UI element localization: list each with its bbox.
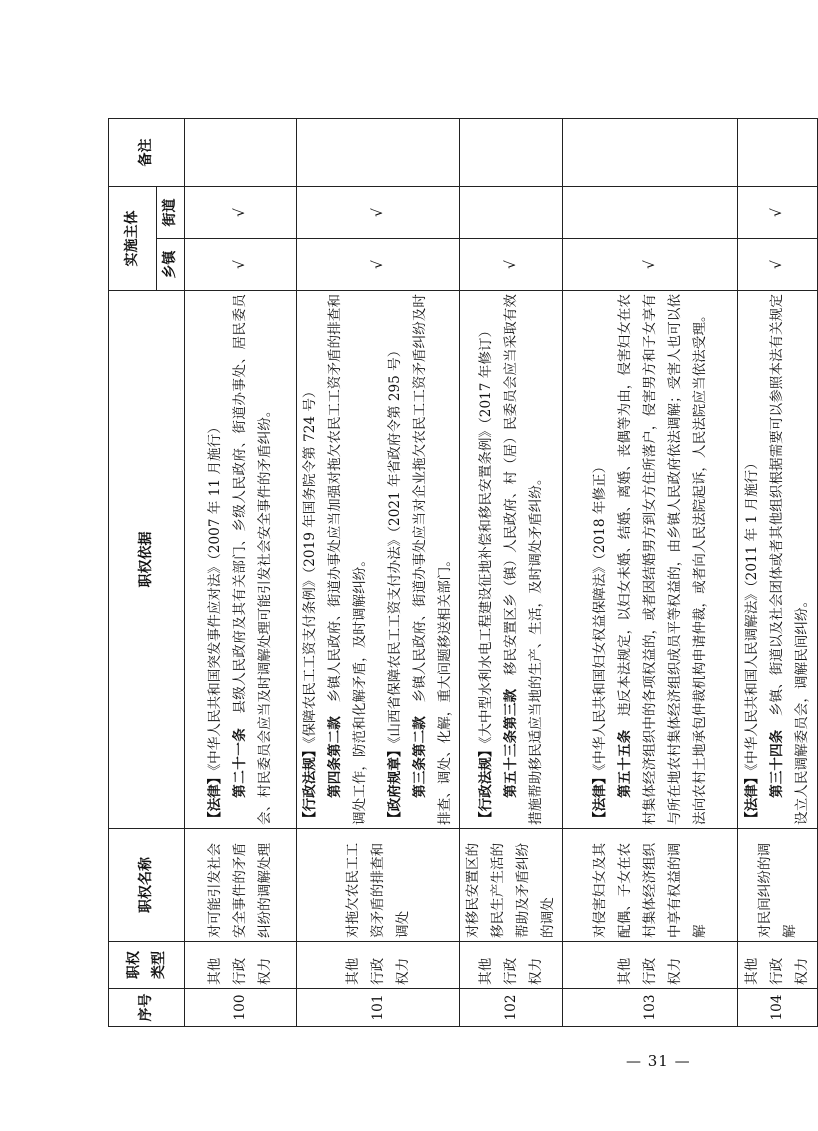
header-remark: 备注 — [109, 119, 185, 187]
basis-tag: 【法律】 — [744, 770, 760, 825]
authority-table — [108, 118, 818, 1027]
street-check — [563, 187, 738, 239]
article-number: 第三条第二款 — [412, 716, 428, 798]
row-name: 对可能引发社会安全事件的矛盾纠纷的调解处理 — [185, 829, 297, 942]
basis-text: 违反本法规定，以妇女未婚、结婚、离婚、丧偶等为由，侵害妇女在农村集体经济组织中的各项权益的，或者因结婚男方到女方住所落户，侵害男方和子女享有与所在地农村集体经济组织成员平等权益的，由乡镇人民政府依法调解；受害人也可以依法向农村土地承包仲裁机构申请仲裁，或者向人民法院起诉，人民法院应当依法受理。 — [616, 293, 708, 825]
row-type: 其他行政权力 — [185, 942, 297, 989]
basis-source — [383, 294, 408, 825]
basis-article — [408, 294, 458, 825]
header-type: 职权类型 — [109, 942, 185, 989]
header-street: 街道 — [157, 187, 185, 239]
table-body — [185, 119, 818, 1027]
table-row — [460, 119, 563, 1027]
article-number: 第三十四条 — [769, 729, 785, 798]
town-check: √ — [738, 239, 818, 291]
basis-article — [228, 294, 278, 825]
basis-text: 县级人民政府及其有关部门、乡级人民政府、街道办事处、居民委员会、村民委员会应当及时调解处理可能引发社会安全事件的矛盾纠纷。 — [232, 294, 273, 825]
row-type: 其他行政权力 — [460, 942, 563, 989]
basis-tag: 【政府规章】 — [387, 743, 403, 825]
article-number: 第五十五条 — [616, 729, 633, 798]
basis-article — [323, 294, 373, 825]
town-check: √ — [297, 239, 460, 291]
town-check: √ — [185, 239, 297, 291]
basis-article — [765, 294, 815, 825]
row-remark — [185, 119, 297, 187]
basis-article — [499, 294, 549, 825]
street-check: √ — [297, 187, 460, 239]
header-basis: 职权依据 — [109, 291, 185, 829]
page-number: — 31 — — [626, 1052, 691, 1070]
street-check: √ — [738, 187, 818, 239]
basis-text: 《中华人民共和国妇女权益保障法》（2018 年修正） — [591, 459, 608, 771]
basis-source — [474, 294, 499, 825]
row-seq: 104 — [738, 989, 818, 1027]
row-seq: 100 — [185, 989, 297, 1027]
basis-article — [613, 294, 713, 825]
table-row — [185, 119, 297, 1027]
table-row — [738, 119, 818, 1027]
row-seq: 103 — [563, 989, 738, 1027]
row-basis — [460, 291, 563, 829]
header-seq: 序号 — [109, 989, 185, 1027]
basis-tag: 【法律】 — [591, 770, 608, 825]
row-seq: 101 — [297, 989, 460, 1027]
basis-source — [298, 294, 323, 825]
basis-tag: 【行政法规】 — [302, 743, 318, 825]
basis-text: 《大中型水利水电工程建设征地补偿和移民安置条例》（2017 年修订） — [477, 323, 494, 744]
street-check — [460, 187, 563, 239]
town-check: √ — [563, 239, 738, 291]
row-name: 对拖欠农民工工资矛盾的排查和调处 — [297, 829, 460, 942]
basis-text: 《中华人民共和国人民调解法》（2011 年 1 月施行） — [744, 456, 760, 771]
row-name: 对移民安置区的移民生产生活的帮助及矛盾纠纷的调处 — [460, 829, 563, 942]
basis-tag: 【法律】 — [207, 770, 223, 825]
row-remark — [563, 119, 738, 187]
basis-text: 乡镇、街道以及社会团体或者其他组织根据需要可以参照本法有关规定设立人民调解委员会，调解民间纠纷。 — [769, 293, 810, 825]
row-name: 对侵害妇女及其配偶、子女在农村集体经济组织中享有权益的调解 — [563, 829, 738, 942]
basis-text: 《中华人民共和国突发事件应对法》（2007 年 11 月施行） — [207, 420, 223, 771]
row-basis — [185, 291, 297, 829]
row-name: 对民间纠纷的调解 — [738, 829, 818, 942]
row-remark — [297, 119, 460, 187]
town-check: √ — [460, 239, 563, 291]
basis-text: 乡镇人民政府、街道办事处应当对企业拖欠农民工工资矛盾纠纷及时排查、调处、化解，重大问题移送相关部门。 — [412, 294, 453, 825]
basis-text: 移民安置区乡（镇）人民政府、村（居）民委员会应当采取有效措施帮助移民适应当地的生产、生活，及时调处矛盾纠纷。 — [502, 294, 544, 825]
row-type: 其他行政权力 — [297, 942, 460, 989]
row-remark — [738, 119, 818, 187]
article-number: 第五十三条第三款 — [502, 688, 519, 798]
article-number: 第四条第二款 — [327, 716, 343, 798]
header-subject: 实施主体 — [109, 187, 157, 291]
row-basis — [563, 291, 738, 829]
basis-text: 《保障农民工工资支付条例》（2019 年国务院令第 724 号） — [302, 384, 318, 744]
header-town: 乡镇 — [157, 239, 185, 291]
street-check: √ — [185, 187, 297, 239]
basis-source — [588, 294, 613, 825]
row-basis — [297, 291, 460, 829]
table-row — [563, 119, 738, 1027]
basis-source — [740, 294, 765, 825]
article-number: 第二十一条 — [232, 727, 248, 798]
table-row — [297, 119, 460, 1027]
basis-source — [203, 294, 228, 825]
row-basis — [738, 291, 818, 829]
header-name: 职权名称 — [109, 829, 185, 942]
row-remark — [460, 119, 563, 187]
basis-tag: 【行政法规】 — [477, 743, 494, 825]
rotated-table-wrapper — [108, 119, 810, 1027]
basis-text: 乡镇人民政府、街道办事处应当加强对拖欠农民工工资矛盾的排查和调处工作，防范和化解矛盾，及时调解纠纷。 — [327, 294, 368, 825]
row-type: 其他行政权力 — [563, 942, 738, 989]
row-type: 其他行政权力 — [738, 942, 818, 989]
row-seq: 102 — [460, 989, 563, 1027]
basis-text: 《山西省保障农民工工资支付办法》（2021 年省政府令第 295 号） — [387, 343, 403, 744]
